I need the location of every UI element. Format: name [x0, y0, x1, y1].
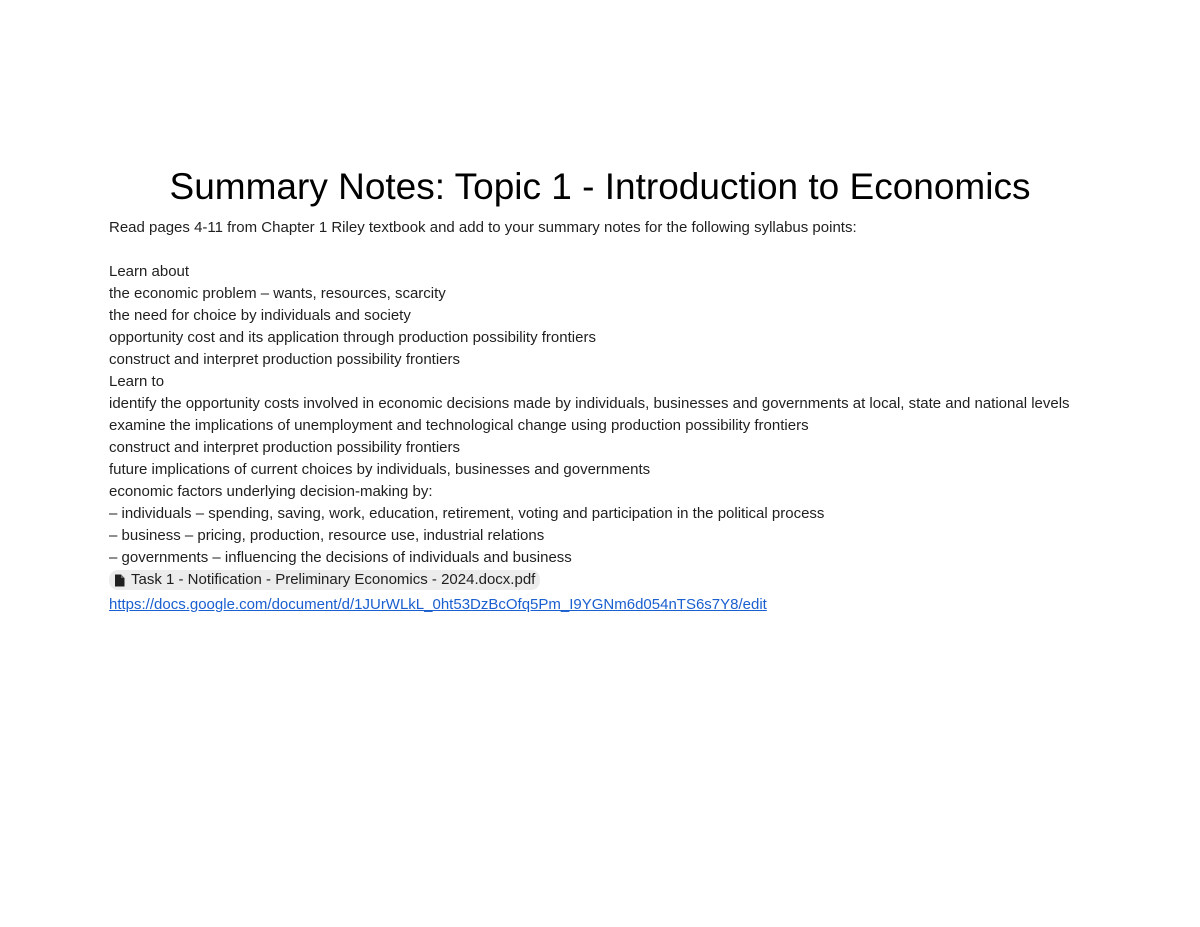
syllabus-line: identify the opportunity costs involved in economic decisions made by individuals, businesses and governments at local, state and national levels — [109, 395, 1070, 412]
syllabus-line: – governments – influencing the decisions of individuals and business — [109, 549, 572, 566]
blank-line — [109, 239, 1094, 261]
syllabus-line: examine the implications of unemployment and technological change using production possibility frontiers — [109, 417, 809, 434]
attachment-row — [109, 569, 1094, 594]
intro-text: Read pages 4-11 from Chapter 1 Riley textbook and add to your summary notes for the following syllabus points: — [109, 219, 857, 236]
syllabus-line: construct and interpret production possibility frontiers — [109, 351, 461, 368]
syllabus-line: the economic problem – wants, resources, scarcity — [109, 285, 446, 302]
syllabus-line: construct and interpret production possibility frontiers — [109, 439, 461, 456]
syllabus-list — [109, 261, 1094, 569]
document-body — [109, 217, 1094, 616]
attachment-chip[interactable] — [109, 570, 540, 590]
syllabus-line: opportunity cost and its application through production possibility frontiers — [109, 329, 596, 346]
page-title: Summary Notes: Topic 1 - Introduction to Economics — [169, 166, 1031, 207]
file-icon — [114, 574, 125, 587]
syllabus-line: Learn to — [109, 373, 165, 390]
syllabus-line: economic factors underlying decision-making by: — [109, 483, 433, 500]
attachment-label: Task 1 - Notification - Preliminary Economics - 2024.docx.pdf — [131, 571, 536, 588]
syllabus-line: – individuals – spending, saving, work, education, retirement, voting and participation in the political process — [109, 505, 825, 522]
syllabus-line: Learn about — [109, 263, 190, 280]
syllabus-line: future implications of current choices by individuals, businesses and governments — [109, 461, 651, 478]
document-link[interactable]: https://docs.google.com/document/d/1JUrWLkL_0ht53DzBcOfq5Pm_I9YGNm6d054nTS6s7Y8/edit — [109, 595, 767, 613]
syllabus-line: – business – pricing, production, resource use, industrial relations — [109, 527, 545, 544]
syllabus-line: the need for choice by individuals and society — [109, 307, 411, 324]
